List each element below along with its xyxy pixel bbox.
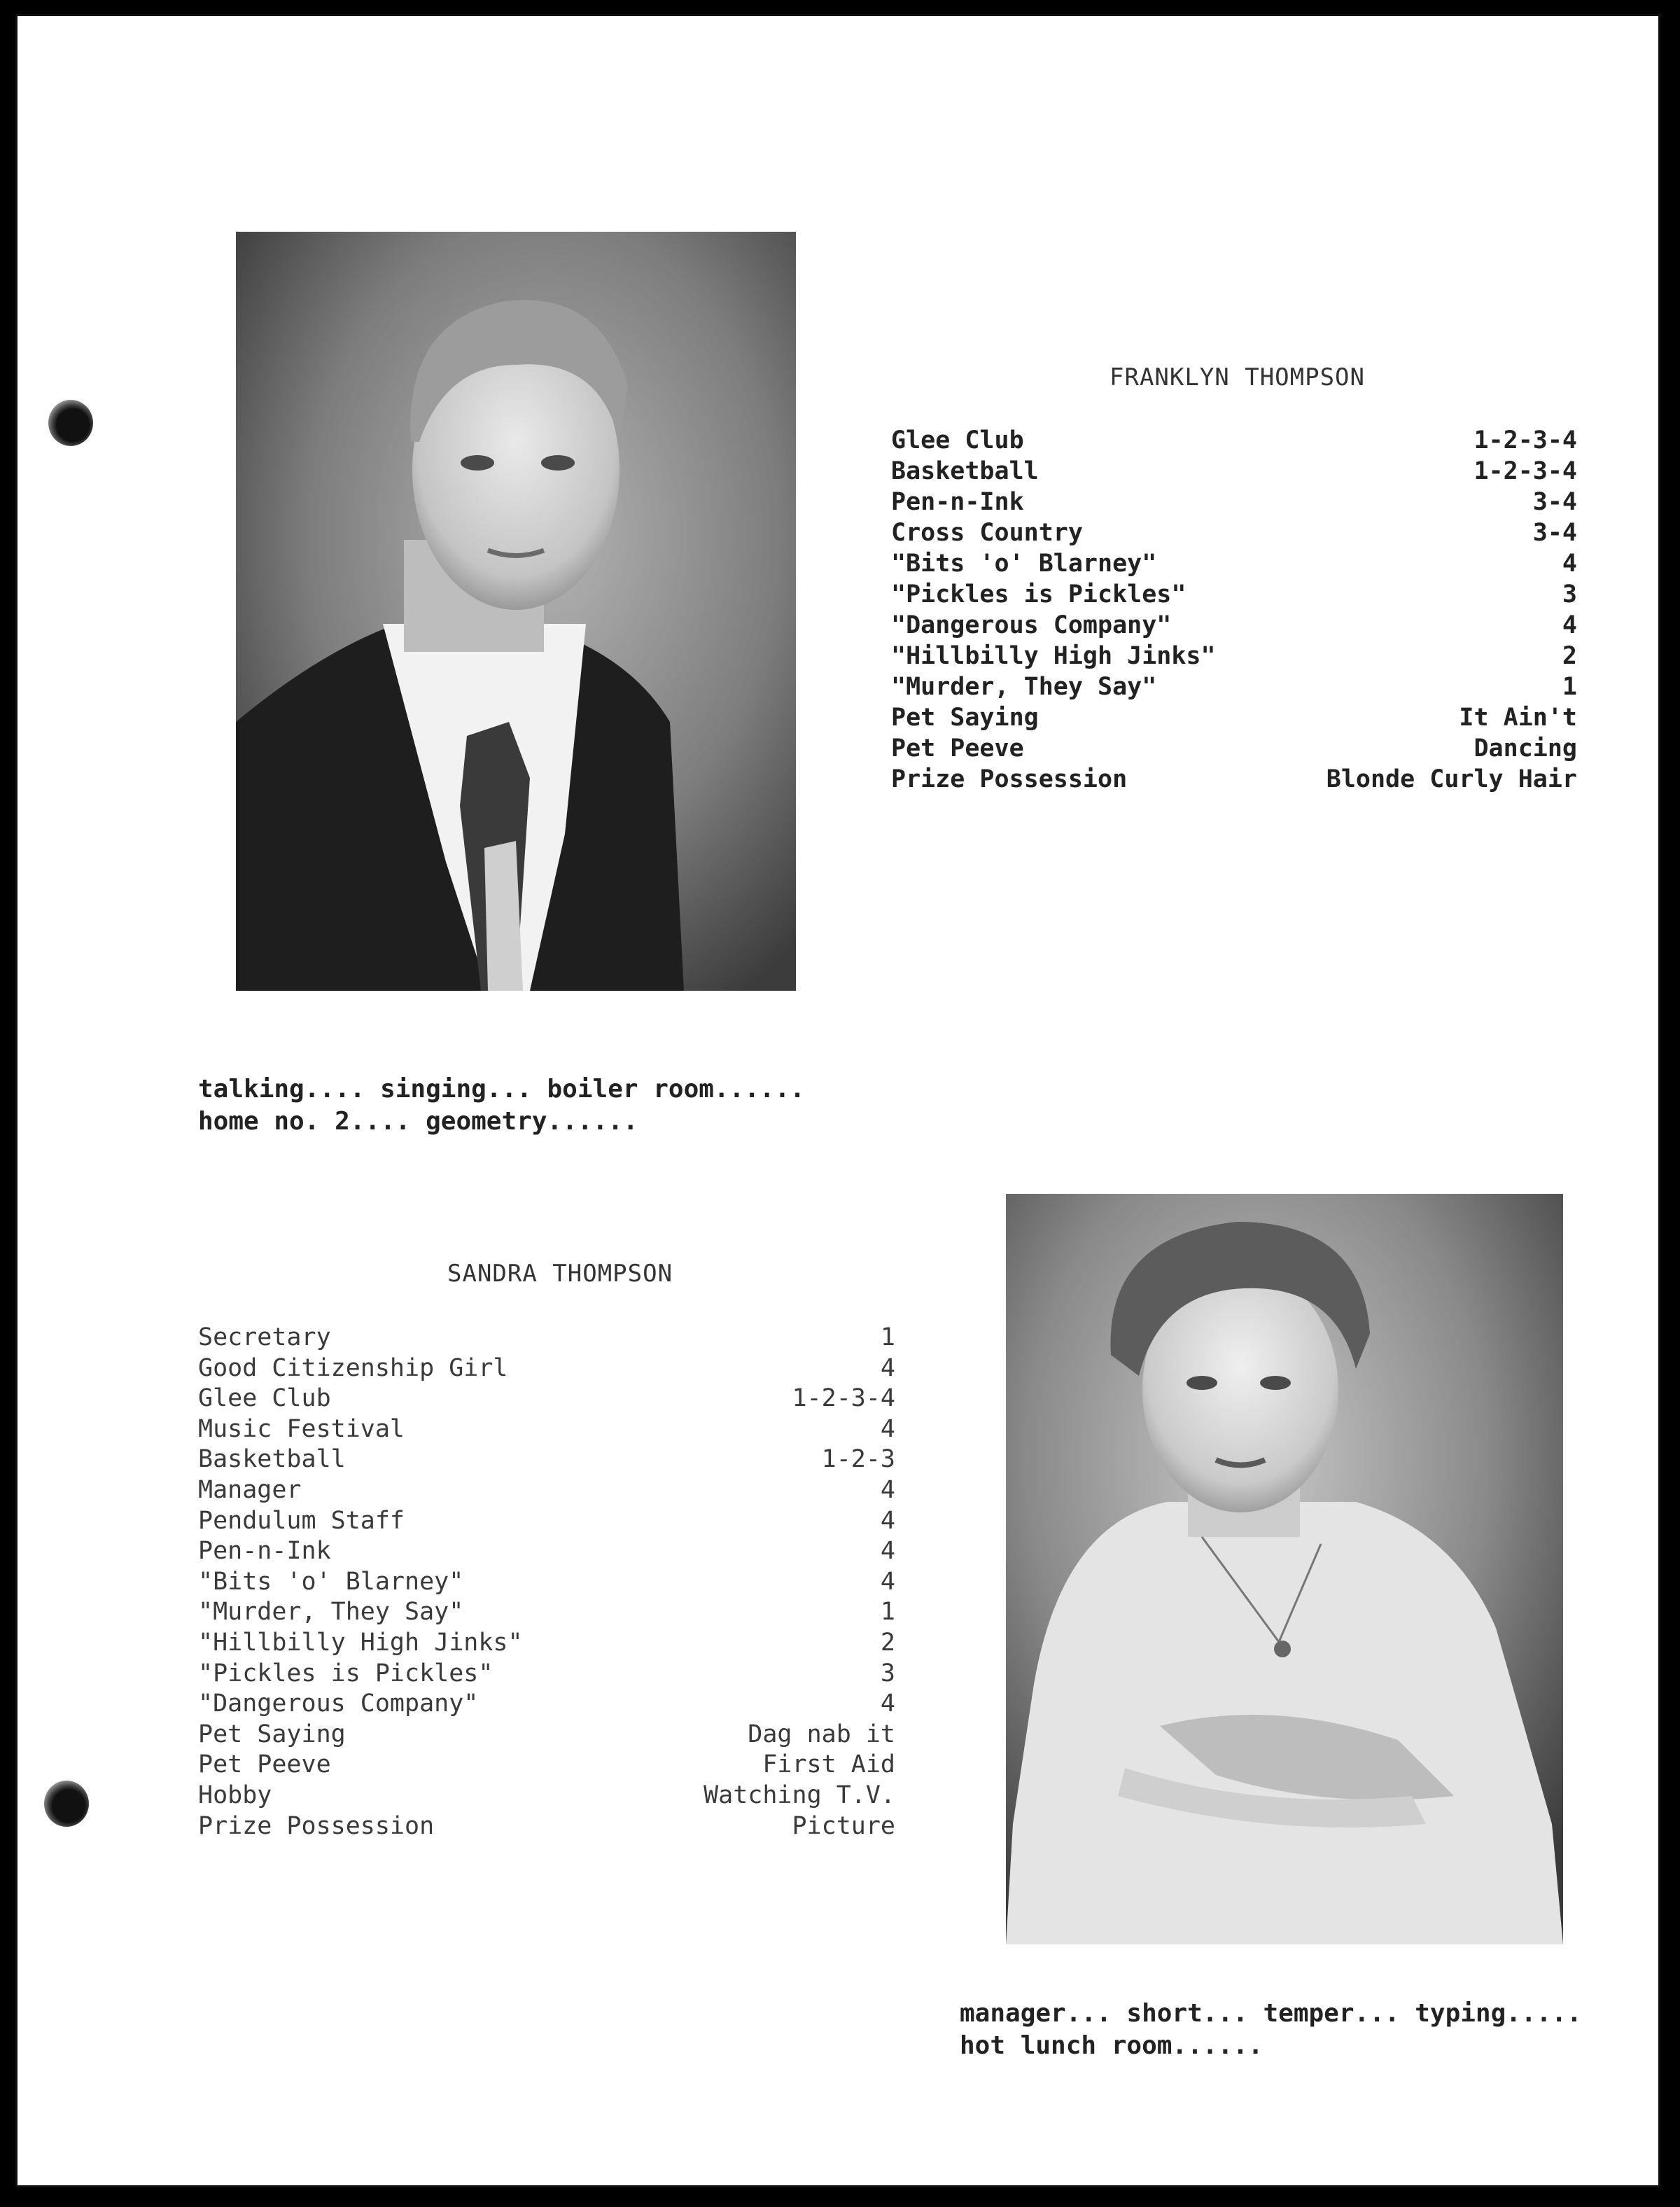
activity-row: Prize Possession Blonde Curly Hair <box>891 765 1577 793</box>
activity-row: Basketball 1-2-3-4 <box>891 457 1577 485</box>
portrait-photo-franklyn <box>236 232 796 991</box>
portrait-photo-sandra <box>1006 1194 1563 1944</box>
binder-hole-top <box>48 400 93 446</box>
activities-list-sandra <box>198 1323 895 1842</box>
activity-row: Hobby Watching T.V. <box>198 1781 895 1809</box>
activity-row: "Pickles is Pickles" 3 <box>198 1659 895 1687</box>
activity-row: "Dangerous Company" 4 <box>198 1690 895 1718</box>
activity-row: Cross Country 3-4 <box>891 519 1577 547</box>
activity-row: Manager 4 <box>198 1475 895 1504</box>
binder-hole-bottom <box>44 1781 89 1827</box>
activity-row: Pendulum Staff 4 <box>198 1506 895 1535</box>
activities-list-franklyn <box>891 425 1577 795</box>
activity-row: Pet Peeve First Aid <box>198 1750 895 1779</box>
activity-row: "Hillbilly High Jinks" 2 <box>198 1628 895 1657</box>
activity-row: "Hillbilly High Jinks" 2 <box>891 642 1577 670</box>
activity-row: Prize Possession Picture <box>198 1811 895 1840</box>
activity-row: "Bits 'o' Blarney" 4 <box>891 550 1577 578</box>
activity-row: Pet Saying It Ain't <box>891 704 1577 732</box>
activity-row: Pet Peeve Dancing <box>891 734 1577 763</box>
activity-row: "Pickles is Pickles" 3 <box>891 580 1577 608</box>
notes-franklyn: talking.... singing... boiler room...... home no. 2.... geometry...... <box>198 1075 805 1136</box>
activity-row: Glee Club 1-2-3-4 <box>891 426 1577 454</box>
yearbook-page <box>15 14 1660 2187</box>
activity-row: Pen-n-Ink 3-4 <box>891 488 1577 516</box>
activity-row: Good Citizenship Girl 4 <box>198 1353 895 1382</box>
student-name-franklyn: FRANKLYN THOMPSON <box>1110 363 1365 391</box>
activity-row: "Murder, They Say" 1 <box>891 673 1577 701</box>
activity-row: "Murder, They Say" 1 <box>198 1598 895 1627</box>
student-name-sandra: SANDRA THOMPSON <box>447 1260 673 1288</box>
activity-row: Pet Saying Dag nab it <box>198 1720 895 1748</box>
activity-row: Music Festival 4 <box>198 1414 895 1443</box>
activity-row: Glee Club 1-2-3-4 <box>198 1384 895 1413</box>
notes-sandra: manager... short... temper... typing..... hot lunch room...... <box>960 1999 1582 2060</box>
activity-row: Pen-n-Ink 4 <box>198 1537 895 1566</box>
activity-row: "Dangerous Company" 4 <box>891 611 1577 639</box>
activity-row: Basketball 1-2-3 <box>198 1445 895 1474</box>
activity-row: Secretary 1 <box>198 1323 895 1351</box>
activity-row: "Bits 'o' Blarney" 4 <box>198 1567 895 1596</box>
